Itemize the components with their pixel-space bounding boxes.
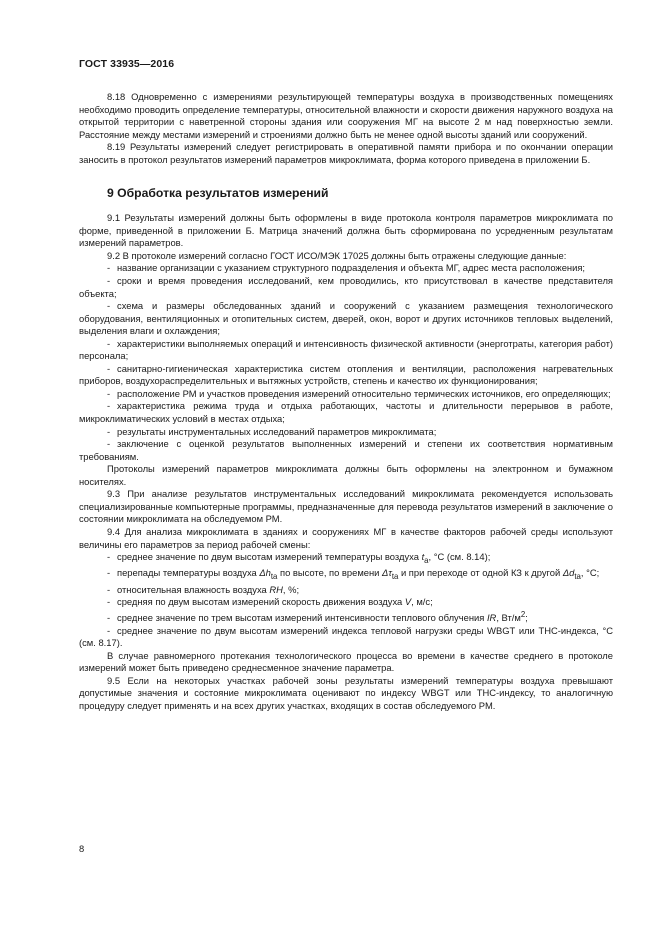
paragraph-9-5: 9.5 Если на некоторых участках рабочей зоны результаты измерений температуры воздуха превышают допустимые значения и состояние микроклимата оценивают по индексу WBGT или ТНС-индексу, то аналогичную процедуру следует применять и на всех других участках, входящих в состав обследуемого РМ. [79, 674, 613, 711]
list-item: - результаты инструментальных исследований параметров микроклимата; [107, 425, 437, 437]
list-item: - заключение с оценкой результатов выполненных измерений и степени их соответствия нормативным требованиям. [79, 438, 613, 462]
document-body [79, 91, 613, 712]
list-item: - сроки и время проведения исследований, кем проводились, кто присутствовал в качестве представителя объекта; [79, 275, 613, 299]
list-item: - расположение РМ и участков проведения измерений относительно термических источников, его определяющих; [107, 387, 611, 399]
paragraph-8-18: 8.18 Одновременно с измерениями результирующей температуры воздуха в производственных помещениях необходимо проводить определение температуры, относительной влажности и скорости движения наружного воздуха на открытой территории с наветренной стороны здания или сооружения МГ на высоте 2 м над поверхностью земли. Расстояние между местами измерений и строениями должно быть не менее одной высоты зданий или сооружений. [79, 91, 613, 140]
list-item: - схема и размеры обследованных зданий и сооружений с указанием размещения технологического оборудования, вентиляционных и отопительных систем, дверей, окон, ворот и других источников тепловых выделений, выделения влаги и охлаждения; [79, 300, 613, 337]
list-item: - относительная влажность воздуха RH, %; [107, 583, 300, 595]
paragraph-9-4: 9.4 Для анализа микроклимата в зданиях и сооружениях МГ в качестве факторов рабочей среды используют величины его параметров за период рабочей смены: [79, 525, 613, 550]
list-item: - характеристика режима труда и отдыха работающих, частоты и длительности перерывов в работе, микроклиматических условий в местах отдыха; [79, 400, 613, 425]
list-item: - среднее значение по двум высотам измерений индекса тепловой нагрузки среды WBGT или ТНС-индекса, °C (см. 8.17). [79, 624, 613, 649]
paragraph-9-3: 9.3 При анализе результатов инструментальных исследований микроклимата рекомендуется использовать специализированные компьютерные программы, предназначенные для перевода результатов измерений в заключение о состоянии микроклимата на обследуемом РМ. [79, 488, 613, 525]
list-item: - средняя по двум высотам измерений скорость движения воздуха V, м/с; [107, 596, 433, 608]
paragraph-uniform-process: В случае равномерного протекания технологического процесса во времени в качестве среднего в протоколе измерений может быть приведено среднесменное значение параметра. [79, 649, 613, 674]
list-item: - характеристики выполняемых операций и интенсивность физической активности (энерготраты, категория работ) персонала; [79, 337, 613, 362]
paragraph-8-19: 8.19 Результаты измерений следует регистрировать в оперативной памяти прибора и по окончании операции заносить в протокол результатов измерений параметров микроклимата, форма которого приведена в приложении Б. [79, 141, 613, 165]
page-number: 8 [79, 843, 85, 854]
list-item: - среднее значение по трем высотам измерений интенсивности теплового облучения IR, $Вт/м^2$; [107, 609, 528, 624]
list-item: - перепады температуры воздуха $\Delta h_{ta}$ по высоте, по времени $\Delta\tau_{ta}$ и при переходе от одной КЗ к другой $\Delta d_{ta}$, °C; [107, 567, 600, 582]
paragraph-protocols: Протоколы измерений параметров микроклимата должны быть оформлены на электронном и бумажном носителях. [79, 463, 613, 487]
list-item: - санитарно-гигиеническая характеристика систем отопления и вентиляции, расположения нагревательных приборов, воздухораспределительных и вытяжных устройств, степень и качество их функционирования; [79, 362, 613, 387]
page-header: ГОСТ 33935—2016 [79, 58, 175, 70]
list-item: - название организации с указанием структурного подразделения и объекта МГ, адрес места расположения; [107, 262, 586, 274]
paragraph-9-1: 9.1 Результаты измерений должны быть оформлены в виде протокола контроля параметров микроклимата по форме, приведенной в приложении Б. Матрица значений должна быть сформирована по усредненным результатам измерений параметров. [79, 212, 613, 249]
list-item: - среднее значение по двум высотам измерений температуры воздуха $t_a$, °C (см. 8.14); [107, 551, 491, 565]
paragraph-9-2: 9.2 В протоколе измерений согласно ГОСТ ИСО/МЭК 17025 должны быть отражены следующие данные: [107, 249, 567, 261]
section-9-heading: 9 Обработка результатов измерений [107, 186, 329, 201]
